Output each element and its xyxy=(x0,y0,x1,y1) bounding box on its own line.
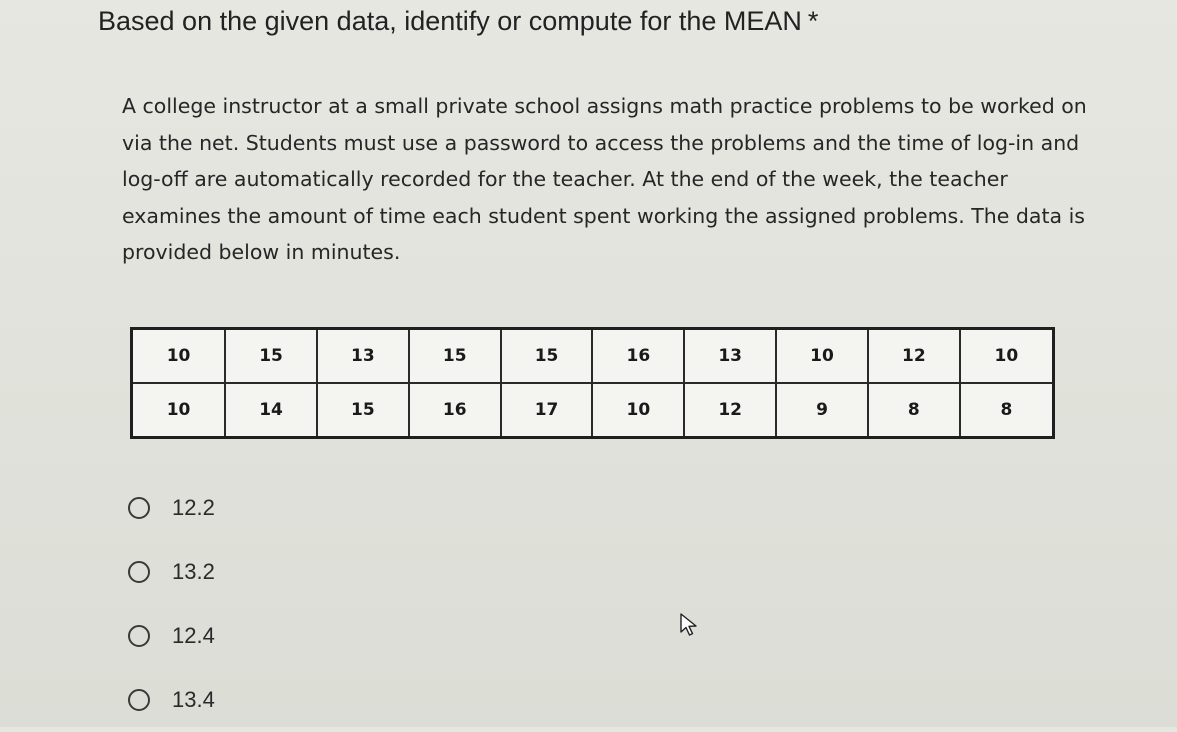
option-13-4[interactable] xyxy=(124,668,215,732)
table-row xyxy=(132,329,1054,384)
option-label[interactable]: 12.4 xyxy=(172,623,215,648)
table-row xyxy=(132,383,1054,438)
table-cell: 15 xyxy=(225,329,317,384)
table-cell: 15 xyxy=(317,383,409,438)
table-cell: 10 xyxy=(132,329,226,384)
option-label[interactable]: 12.2 xyxy=(172,495,215,520)
radio-unchecked-icon[interactable] xyxy=(128,497,150,519)
table-cell: 9 xyxy=(776,383,868,438)
radio-unchecked-icon[interactable] xyxy=(128,561,150,583)
mouse-pointer-icon xyxy=(679,612,701,638)
data-table xyxy=(130,327,1055,439)
option-12-4[interactable] xyxy=(124,604,215,668)
option-label[interactable]: 13.4 xyxy=(172,687,215,712)
table-cell: 12 xyxy=(684,383,776,438)
option-label[interactable]: 13.2 xyxy=(172,559,215,584)
table-cell: 16 xyxy=(592,329,684,384)
table-cell: 14 xyxy=(225,383,317,438)
question-title-text: Based on the given data, identify or compute for the MEAN xyxy=(98,6,802,36)
table-cell: 13 xyxy=(684,329,776,384)
question-title xyxy=(98,6,818,37)
question-passage: A college instructor at a small private school assigns math practice problems to be worked on via the net. Students must use a password to access the problems and the time of log-in and log-off are automatically recorded for the teacher. At the end of the week, the teacher examines the amount of time each student spent working the assigned problems. The data is provided below in minutes. xyxy=(122,94,1087,264)
table-cell: 10 xyxy=(776,329,868,384)
table-cell: 10 xyxy=(592,383,684,438)
table-cell: 13 xyxy=(317,329,409,384)
table-cell: 8 xyxy=(960,383,1054,438)
table-cell: 16 xyxy=(409,383,501,438)
table-cell: 8 xyxy=(868,383,960,438)
radio-unchecked-icon[interactable] xyxy=(128,689,150,711)
table-cell: 10 xyxy=(132,383,226,438)
table-cell: 10 xyxy=(960,329,1054,384)
table-cell: 17 xyxy=(501,383,593,438)
table-cell: 15 xyxy=(409,329,501,384)
required-marker: * xyxy=(807,6,819,36)
option-13-2[interactable] xyxy=(124,540,215,604)
table-cell: 15 xyxy=(501,329,593,384)
answer-options xyxy=(124,476,215,732)
table-cell: 12 xyxy=(868,329,960,384)
option-12-2[interactable] xyxy=(124,476,215,540)
radio-unchecked-icon[interactable] xyxy=(128,625,150,647)
